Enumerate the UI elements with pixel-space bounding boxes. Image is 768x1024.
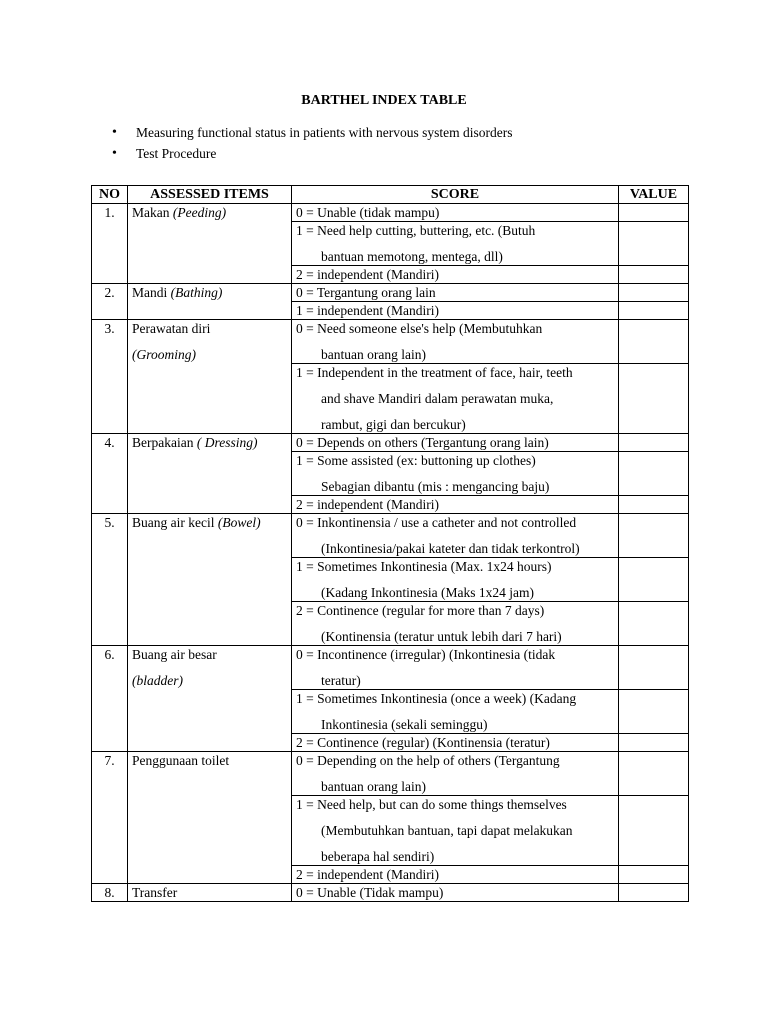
assessed-item — [128, 204, 292, 284]
value-cell[interactable] — [619, 602, 689, 646]
item-name: Perawatan diri — [132, 321, 211, 336]
score-text: 2 = independent (Mandiri) — [296, 867, 439, 882]
score-text: 2 = Continence (regular) (Kontinensia (teratur) — [296, 735, 550, 750]
score-text: 0 = Unable (Tidak mampu) — [296, 885, 444, 900]
table-row — [92, 514, 689, 558]
item-english-name: (Bathing) — [170, 285, 223, 300]
header-value: VALUE — [619, 186, 689, 204]
score-translation: bantuan orang lain) — [321, 347, 426, 362]
barthel-index-table — [91, 185, 689, 902]
score-option — [292, 452, 619, 496]
item-english-name: (Bowel) — [217, 515, 261, 530]
row-number: 2. — [92, 284, 128, 320]
row-number: 3. — [92, 320, 128, 434]
score-translation: Sebagian dibantu (mis : mengancing baju) — [321, 479, 550, 494]
value-cell[interactable] — [619, 646, 689, 690]
score-text: 1 = Need help, but can do some things themselves — [296, 797, 567, 812]
value-cell[interactable] — [619, 320, 689, 364]
score-text: 0 = Unable (tidak mampu) — [296, 205, 440, 220]
header-score: SCORE — [292, 186, 619, 204]
score-option — [292, 884, 619, 902]
table-row — [92, 204, 689, 222]
table-row — [92, 752, 689, 796]
item-name: Buang air besar — [132, 647, 217, 662]
score-text: 2 = Continence (regular for more than 7 days) — [296, 603, 545, 618]
value-cell[interactable] — [619, 434, 689, 452]
score-option — [292, 558, 619, 602]
score-translation: Inkontinesia (sekali seminggu) — [321, 717, 488, 732]
assessed-item — [128, 514, 292, 646]
table-row — [92, 320, 689, 364]
item-name: Buang air kecil — [132, 515, 218, 530]
score-text: 1 = Sometimes Inkontinesia (once a week) (Kadang — [296, 691, 577, 706]
score-option — [292, 302, 619, 320]
assessed-item — [128, 284, 292, 320]
header-no: NO — [92, 186, 128, 204]
value-cell[interactable] — [619, 690, 689, 734]
table-row — [92, 884, 689, 902]
value-cell[interactable] — [619, 866, 689, 884]
score-option — [292, 514, 619, 558]
score-option — [292, 204, 619, 222]
assessed-item — [128, 752, 292, 884]
score-option — [292, 796, 619, 866]
score-text: 0 = Need someone else's help (Membutuhkan — [296, 321, 543, 336]
score-translation: (Membutuhkan bantuan, tapi dapat melakukan — [321, 823, 573, 838]
value-cell[interactable] — [619, 496, 689, 514]
item-english-name: ( Dressing) — [196, 435, 258, 450]
score-text: 2 = independent (Mandiri) — [296, 267, 439, 282]
score-translation: (Kontinensia (teratur untuk lebih dari 7 hari) — [321, 629, 562, 644]
score-translation: bantuan orang lain) — [321, 779, 426, 794]
score-text: 1 = Independent in the treatment of face, hair, teeth — [296, 365, 573, 380]
value-cell[interactable] — [619, 752, 689, 796]
score-text: 0 = Depending on the help of others (Tergantung — [296, 753, 560, 768]
score-option — [292, 434, 619, 452]
value-cell[interactable] — [619, 302, 689, 320]
row-number: 4. — [92, 434, 128, 514]
item-name: Mandi — [132, 285, 171, 300]
value-cell[interactable] — [619, 222, 689, 266]
score-translation: rambut, gigi dan bercukur) — [321, 417, 466, 432]
item-name: Makan — [132, 205, 173, 220]
value-cell[interactable] — [619, 204, 689, 222]
header-assessed-items: ASSESSED ITEMS — [128, 186, 292, 204]
item-name: Berpakaian — [132, 435, 197, 450]
score-text: 0 = Inkontinensia / use a catheter and not controlled — [296, 515, 577, 530]
value-cell[interactable] — [619, 884, 689, 902]
assessed-item — [128, 646, 292, 752]
score-translation: (Kadang Inkontinesia (Maks 1x24 jam) — [321, 585, 534, 600]
document-title: BARTHEL INDEX TABLE — [301, 93, 467, 108]
table-row — [92, 646, 689, 690]
table-header-row — [92, 186, 689, 204]
score-translation: and shave Mandiri dalam perawatan muka, — [321, 391, 554, 406]
table-row — [92, 434, 689, 452]
bullet-list — [110, 122, 512, 164]
assessed-item — [128, 320, 292, 434]
assessed-item — [128, 434, 292, 514]
score-option — [292, 320, 619, 364]
score-option — [292, 866, 619, 884]
score-text: 1 = independent (Mandiri) — [296, 303, 439, 318]
score-translation: (Inkontinesia/pakai kateter dan tidak terkontrol) — [321, 541, 580, 556]
value-cell[interactable] — [619, 514, 689, 558]
score-text: 1 = Sometimes Inkontinesia (Max. 1x24 hours) — [296, 559, 552, 574]
score-translation: teratur) — [321, 673, 361, 688]
row-number: 5. — [92, 514, 128, 646]
score-option — [292, 646, 619, 690]
score-option — [292, 222, 619, 266]
score-text: 1 = Need help cutting, buttering, etc. (Butuh — [296, 223, 536, 238]
item-english-name: (Peeding) — [172, 205, 227, 220]
assessed-item — [128, 884, 292, 902]
score-text: 0 = Depends on others (Tergantung orang lain) — [296, 435, 549, 450]
value-cell[interactable] — [619, 266, 689, 284]
item-english-name: (Grooming) — [132, 347, 196, 362]
row-number: 7. — [92, 752, 128, 884]
value-cell[interactable] — [619, 558, 689, 602]
value-cell[interactable] — [619, 364, 689, 434]
value-cell[interactable] — [619, 796, 689, 866]
item-name: Transfer — [132, 885, 178, 900]
score-text: 2 = independent (Mandiri) — [296, 497, 439, 512]
value-cell[interactable] — [619, 284, 689, 302]
score-text: 0 = Incontinence (irregular) (Inkontinesia (tidak — [296, 647, 556, 662]
score-option — [292, 690, 619, 734]
score-option — [292, 496, 619, 514]
value-cell[interactable] — [619, 734, 689, 752]
bullet-item: • Measuring functional status in patients with nervous system disorders — [110, 122, 512, 143]
score-option — [292, 364, 619, 434]
score-option — [292, 266, 619, 284]
bullet-item: • Test Procedure — [110, 143, 512, 164]
score-option — [292, 284, 619, 302]
item-english-name: (bladder) — [132, 673, 183, 688]
score-text: 0 = Tergantung orang lain — [296, 285, 436, 300]
score-translation: bantuan memotong, mentega, dll) — [321, 249, 503, 264]
score-option — [292, 752, 619, 796]
row-number: 8. — [92, 884, 128, 902]
table-row — [92, 284, 689, 302]
score-translation: beberapa hal sendiri) — [321, 849, 435, 864]
row-number: 1. — [92, 204, 128, 284]
row-number: 6. — [92, 646, 128, 752]
value-cell[interactable] — [619, 452, 689, 496]
table-body — [92, 204, 689, 902]
score-option — [292, 602, 619, 646]
item-name: Penggunaan toilet — [132, 753, 230, 768]
score-text: 1 = Some assisted (ex: buttoning up clothes) — [296, 453, 536, 468]
score-option — [292, 734, 619, 752]
